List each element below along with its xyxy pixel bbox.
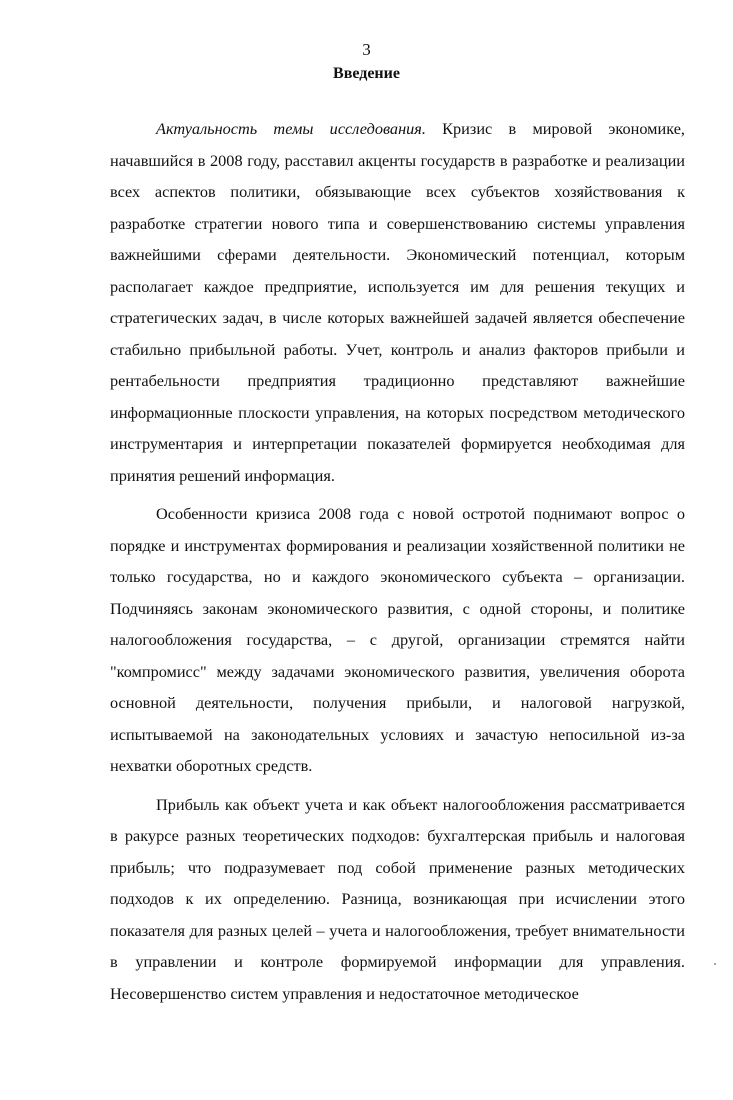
page-title: Введение [333,65,400,82]
body-text [110,113,685,1009]
page-number: 3 [362,40,371,59]
paragraph-1 [110,113,685,491]
paragraph-1-text: Кризис в мировой экономике, начавшийся в 2008 году, расставил акценты государств в разработке и реализации всех аспектов политики, обязывающие всех субъектов хозяйствования к разработке стратегии нового типа и совершенствованию системы управления важнейшими сферами деятельности. Экономический потенциал, которым располагает каждое предприятие, используется им для решения текущих и стратегических задач, в числе которых важнейшей задачей является обеспечение стабильно прибыльной работы. Учет, контроль и анализ факторов прибыли и рентабельности предприятия традиционно представляют важнейшие информационные плоскости управления, на которых посредством методического инструментария и интерпретации показателей формируется необходимая для принятия решений информация. [110,119,685,485]
paragraph-3: Прибыль как объект учета и как объект налогообложения рассматривается в ракурсе разных теоретических подходов: бухгалтерская прибыль и налоговая прибыль; что подразумевает под собой применение разных методических подходов к их определению. Разница, возникающая при исчислении этого показателя для разных целей – учета и налогообложения, требует внимательности в управлении и контроле формируемой информации для управления. Несовершенство систем управления и недостаточное методическое [110,794,685,1003]
scan-artifact-dot [714,963,716,965]
paragraph-1-lead: Актуальность темы исследования. [156,119,426,138]
paragraph-2: Особенности кризиса 2008 года с новой остротой поднимают вопрос о порядке и инструментах формирования и реализации хозяйственной политики не только государства, но и каждого экономического субъекта – организации. Подчиняясь законам экономического развития, с одной стороны, и политике налогообложения государства, – с другой, организации стремятся найти "компромисс" между задачами экономического развития, увеличения оборота основной деятельности, получения прибыли, и налоговой нагрузкой, испытываемой на законодательных условиях и зачастую непосильной из-за нехватки оборотных средств. [110,504,685,775]
